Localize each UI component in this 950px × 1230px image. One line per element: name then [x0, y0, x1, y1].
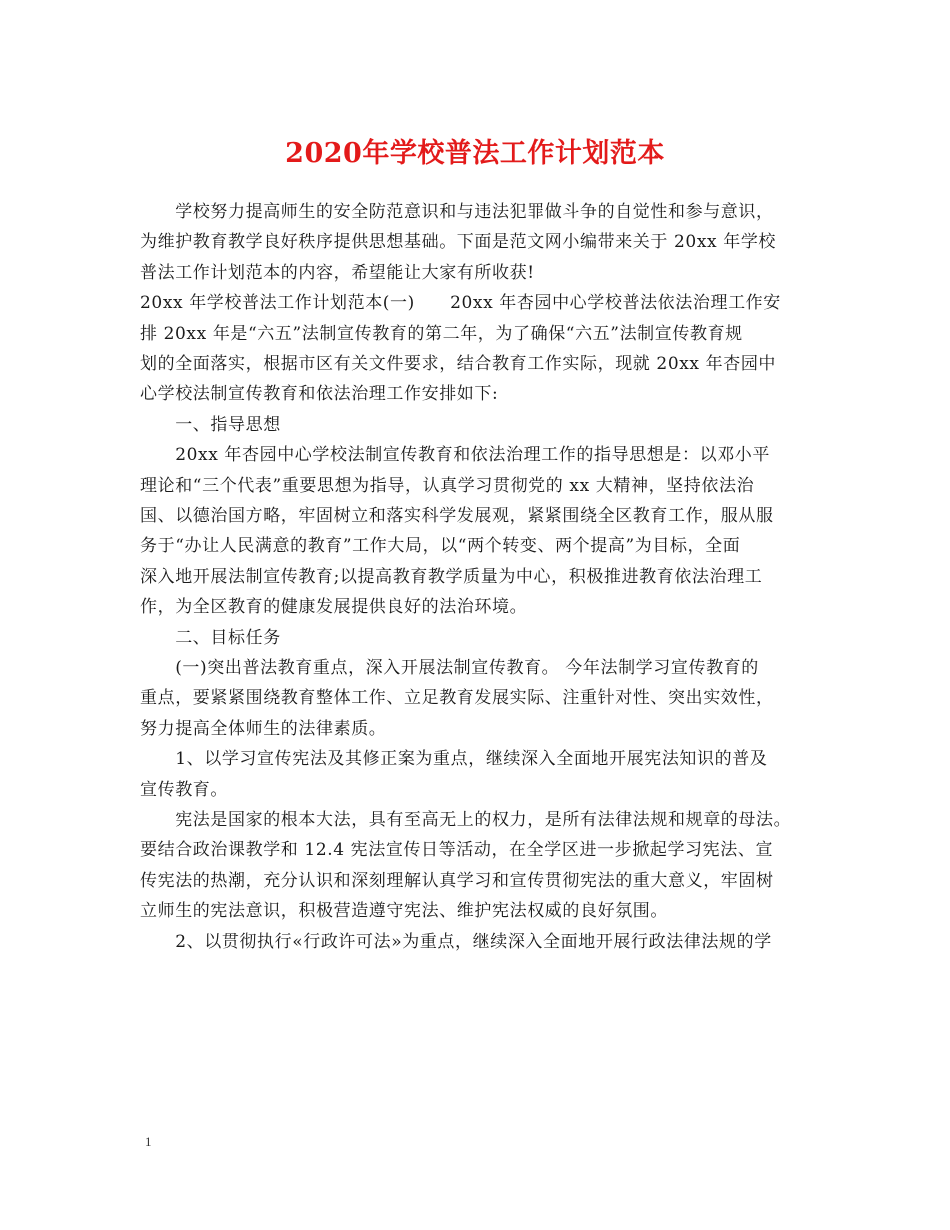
- text-line: 二、目标任务: [140, 627, 281, 648]
- text-line: 为维护教育教学良好秩序提供思想基础。下面是范文网小编带来关于 20xx 年学校: [140, 232, 777, 253]
- text-line: 深入地开展法制宣传教育;以提高教育教学质量为中心，积极推进教育依法治理工: [140, 566, 763, 587]
- text-line: 努力提高全体师生的法律素质。: [140, 718, 387, 739]
- text-line: 普法工作计划范本的内容，希望能让大家有所收获!: [140, 262, 535, 283]
- text-line: 20xx 年学校普法工作计划范本(一) 20xx 年杏园中心学校普法依法治理工作安: [140, 293, 781, 314]
- text-line: 要结合政治课教学和 12.4 宪法宣传日等活动，在全学区进一步掀起学习宪法、宣: [140, 840, 774, 861]
- text-line: 学校努力提高师生的安全防范意识和与违法犯罪做斗争的自觉性和参与意识，: [140, 202, 774, 222]
- text-line: 传宪法的热潮，充分认识和深刻理解认真学习和宣传贯彻宪法的重大意义，牢固树: [140, 870, 774, 891]
- text-line: 心学校法制宣传教育和依法治理工作安排如下:: [140, 384, 499, 405]
- text-line: 重点，要紧紧围绕教育整体工作、立足教育发展实际、注重针对性、突出实效性，: [140, 688, 774, 709]
- page-number: 1: [145, 1134, 152, 1149]
- text-line: 20xx 年杏园中心学校法制宣传教育和依法治理工作的指导思想是：以邓小平: [140, 445, 771, 466]
- text-line: 2、以贯彻执行«行政许可法»为重点，继续深入全面地开展行政法律法规的学: [140, 931, 772, 952]
- text-line: 务于“办让人民满意的教育”工作大局，以“两个转变、两个提高”为目标，全面: [140, 536, 741, 557]
- text-line: 作，为全区教育的健康发展提供良好的法治环境。: [140, 597, 528, 618]
- text-line: 立师生的宪法意识，积极营造遵守宪法、维护宪法权威的良好氛围。: [140, 901, 668, 922]
- text-line: 划的全面落实，根据市区有关文件要求，结合教育工作实际，现就 20xx 年杏园中: [140, 354, 777, 374]
- text-line: 理论和“三个代表”重要思想为指导，认真学习贯彻党的 xx 大精神，坚持依法治: [140, 475, 755, 496]
- text-line: 排 20xx 年是“六五”法制宣传教育的第二年，为了确保“六五”法制宣传教育规: [140, 323, 743, 344]
- text-line: 宣传教育。: [140, 779, 228, 800]
- text-line: 1、以学习宣传宪法及其修正案为重点，继续深入全面地开展宪法知识的普及: [140, 749, 768, 770]
- text-line: 国、以德治国方略，牢固树立和落实科学发展观，紧紧围绕全区教育工作，服从服: [140, 506, 774, 526]
- text-line: 宪法是国家的根本大法，具有至高无上的权力，是所有法律法规和规章的母法。: [140, 810, 792, 830]
- document-title: 2020年学校普法工作计划范本: [285, 138, 665, 169]
- text-line: 一、指导思想: [140, 414, 281, 435]
- text-line: (一)突出普法教育重点，深入开展法制宣传教育。 今年法制学习宣传教育的: [140, 658, 759, 678]
